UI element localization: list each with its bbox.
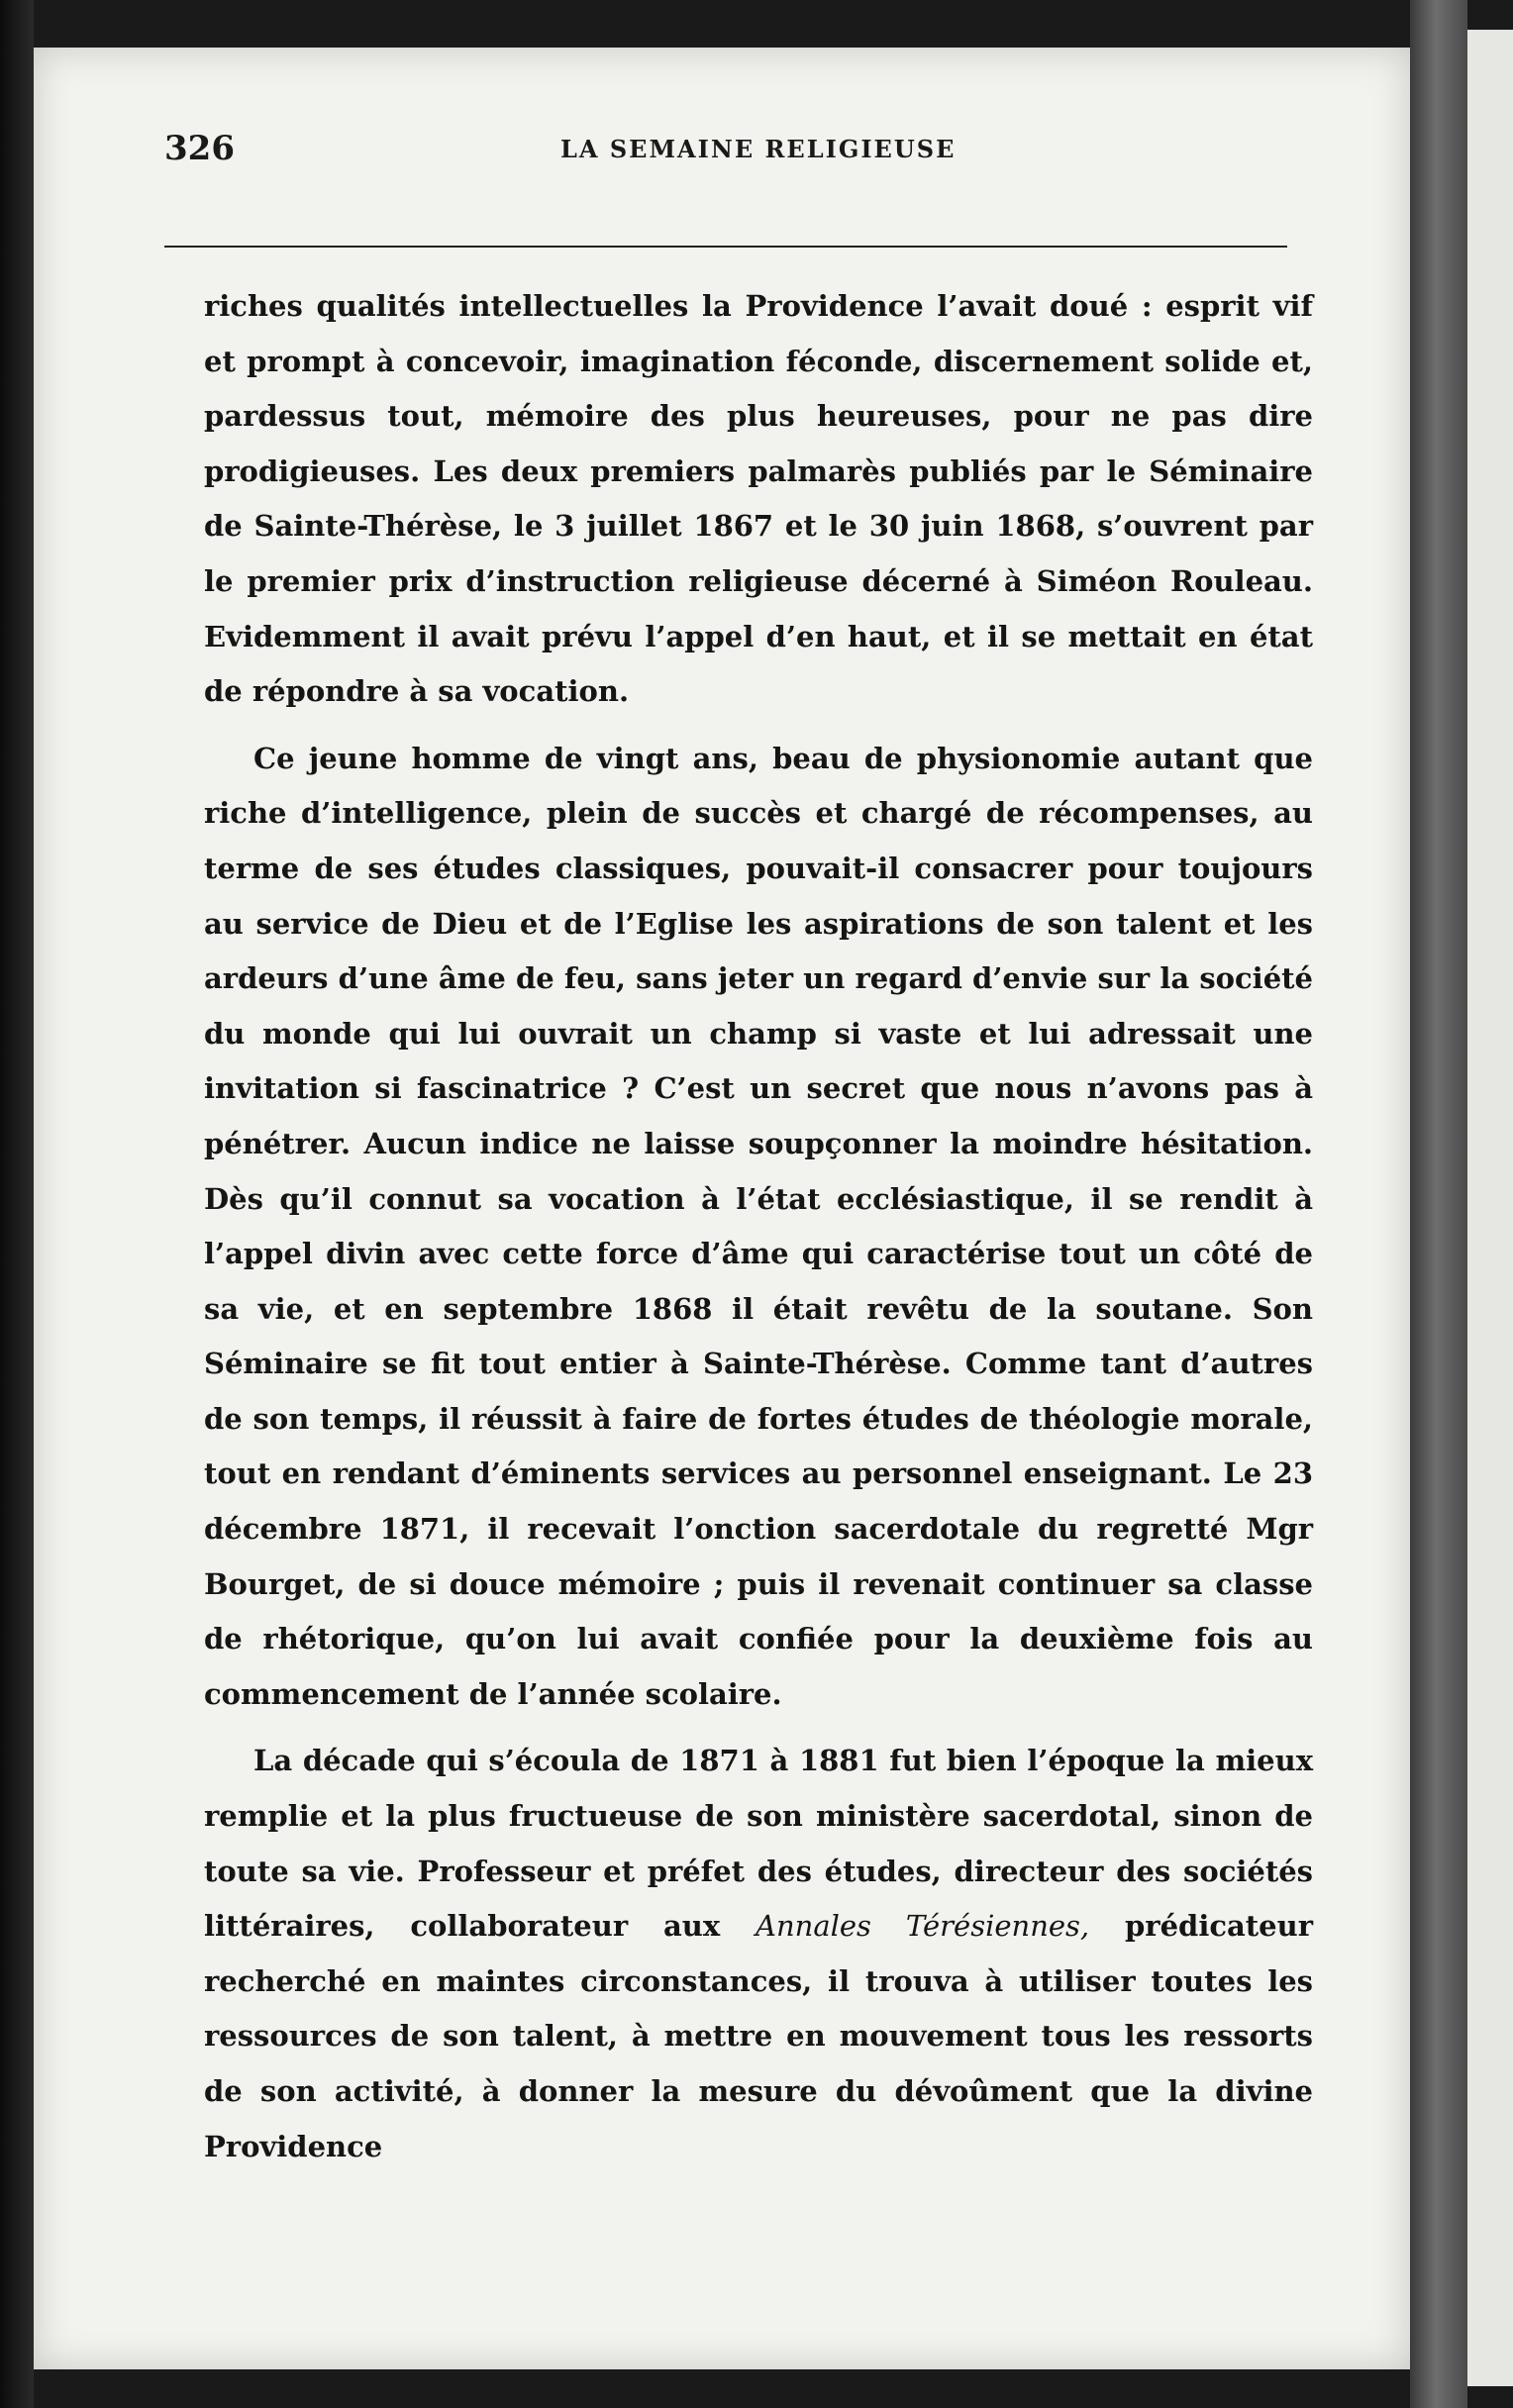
page-number: 326	[164, 129, 235, 168]
running-title: LA SEMAINE RELIGIEUSE	[560, 135, 957, 163]
paragraph-2: Ce jeune homme de vingt ans, beau de physionomie autant que riche d’intelligence, plein de succès et chargé de récompenses, au terme de ses études classiques, pouvait-il consacrer pour toujours au service de Dieu et de l’Eglise les aspirations de son talent et les ardeurs d’une âme de feu, sans jeter un regard d’envie sur la société du monde qui lui ouvrait un champ si vaste et lui adressait une invitation si fascinatrice ? C’est un secret que nous n’avons pas à pénétrer. Aucun indice ne laisse soupçonner la moindre hésitation. Dès qu’il connut sa vocation à l’état ecclésiastique, il se rendit à l’appel divin avec cette force d’âme qui caractérise tout un côté de sa vie, et en septembre 1868 il était revêtu de la soutane. Son Séminaire se fit tout entier à Sainte-Thérèse. Comme tant d’autres de son temps, il réussit à faire de fortes études de théologie morale, tout en rendant d’éminents services au personnel enseignant. Le 23 décembre 1871, il recevait l’onction sacerdotale du regretté Mgr Bourget, de si douce mémoire ; puis il revenait continuer sa classe de rhétorique, qu’on lui avait confiée pour la deuxième fois au commencement de l’année scolaire.	[204, 741, 1313, 1711]
scan-binding-shadow	[1410, 0, 1467, 2408]
paragraph-3-text-a: La décade qui s’écoula de 1871 à 1881 fut bien l’époque la mieux remplie et la plus fructueuse de son ministère sacerdotal, sinon de toute sa vie. Professeur et préfet des études, directeur des sociétés littéraires, collaborateur aux	[204, 1744, 1313, 1944]
body-text	[204, 279, 1313, 2174]
scan-left-edge	[0, 0, 34, 2408]
scan-next-page-edge	[1467, 30, 1513, 2386]
paragraph-3	[204, 1734, 1313, 2174]
header-rule	[164, 246, 1287, 248]
running-head	[164, 129, 1293, 188]
paragraph-1: riches qualités intellectuelles la Providence l’avait doué : esprit vif et prompt à concevoir, imagination féconde, discernement solide et, pardessus tout, mémoire des plus heureuses, pour ne pas dire prodigieuses. Les deux premiers palmarès publiés par le Séminaire de Sainte-Thérèse, le 3 juillet 1867 et le 30 juin 1868, s’ouvrent par le premier prix d’instruction religieuse décerné à Siméon Rouleau. Evidemment il avait prévu l’appel d’en haut, et il se mettait en état de répondre à sa vocation.	[204, 289, 1313, 709]
paragraph-3-text-b: prédicateur recherché en maintes circonstances, il trouva à utiliser toutes les ressources de son talent, à mettre en mouvement tous les ressorts de son activité, à donner la mesure du dévoûment que la divine Providence	[204, 1909, 1313, 2163]
journal-title: Annales Térésiennes,	[756, 1909, 1090, 1944]
